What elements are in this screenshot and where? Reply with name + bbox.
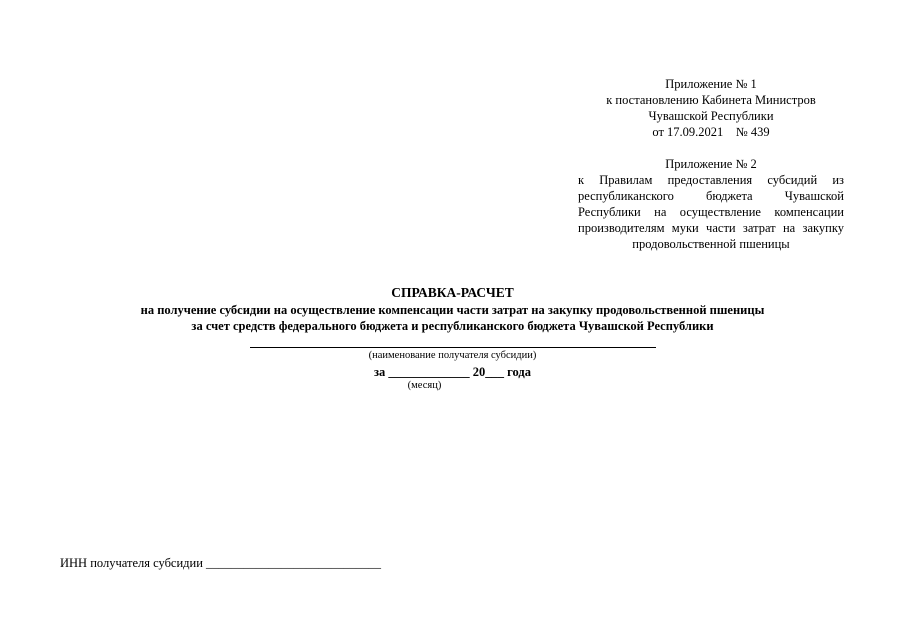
appendix-2-title: Приложение № 2: [665, 157, 757, 171]
appendix-1-line: Чувашской Республики: [648, 109, 774, 123]
subtitle-line: за счет средств федерального бюджета и республиканского бюджета Чувашской Республики: [191, 319, 714, 333]
appendix-1-block: [578, 76, 844, 140]
appendix-1-line: к постановлению Кабинета Министров: [606, 93, 816, 107]
subtitle-line: на получение субсидии на осуществление компенсации части затрат на закупку продовольственной пшеницы: [140, 303, 765, 317]
document-title: СПРАВКА-РАСЧЕТ: [391, 285, 514, 300]
appendix-2-block: [578, 156, 844, 252]
appendix-2-text: к Правилам предоставления субсидий из республиканского бюджета Чувашской Республики на осуществление компенсации производителям муки части затрат на закупку продовольственной пшеницы: [578, 173, 844, 251]
recipient-name-caption: (наименование получателя субсидии): [368, 350, 537, 361]
inn-line: ИНН получателя субсидии ____________________________: [60, 556, 382, 570]
appendix-1-line: от 17.09.2021 № 439: [652, 125, 770, 139]
month-caption: (месяц): [407, 380, 442, 391]
appendix-1-line: Приложение № 1: [665, 77, 757, 91]
document-subtitle: [0, 302, 905, 334]
recipient-name-field-line: [250, 347, 656, 348]
period-line: за _____________ 20___ года: [374, 365, 531, 379]
